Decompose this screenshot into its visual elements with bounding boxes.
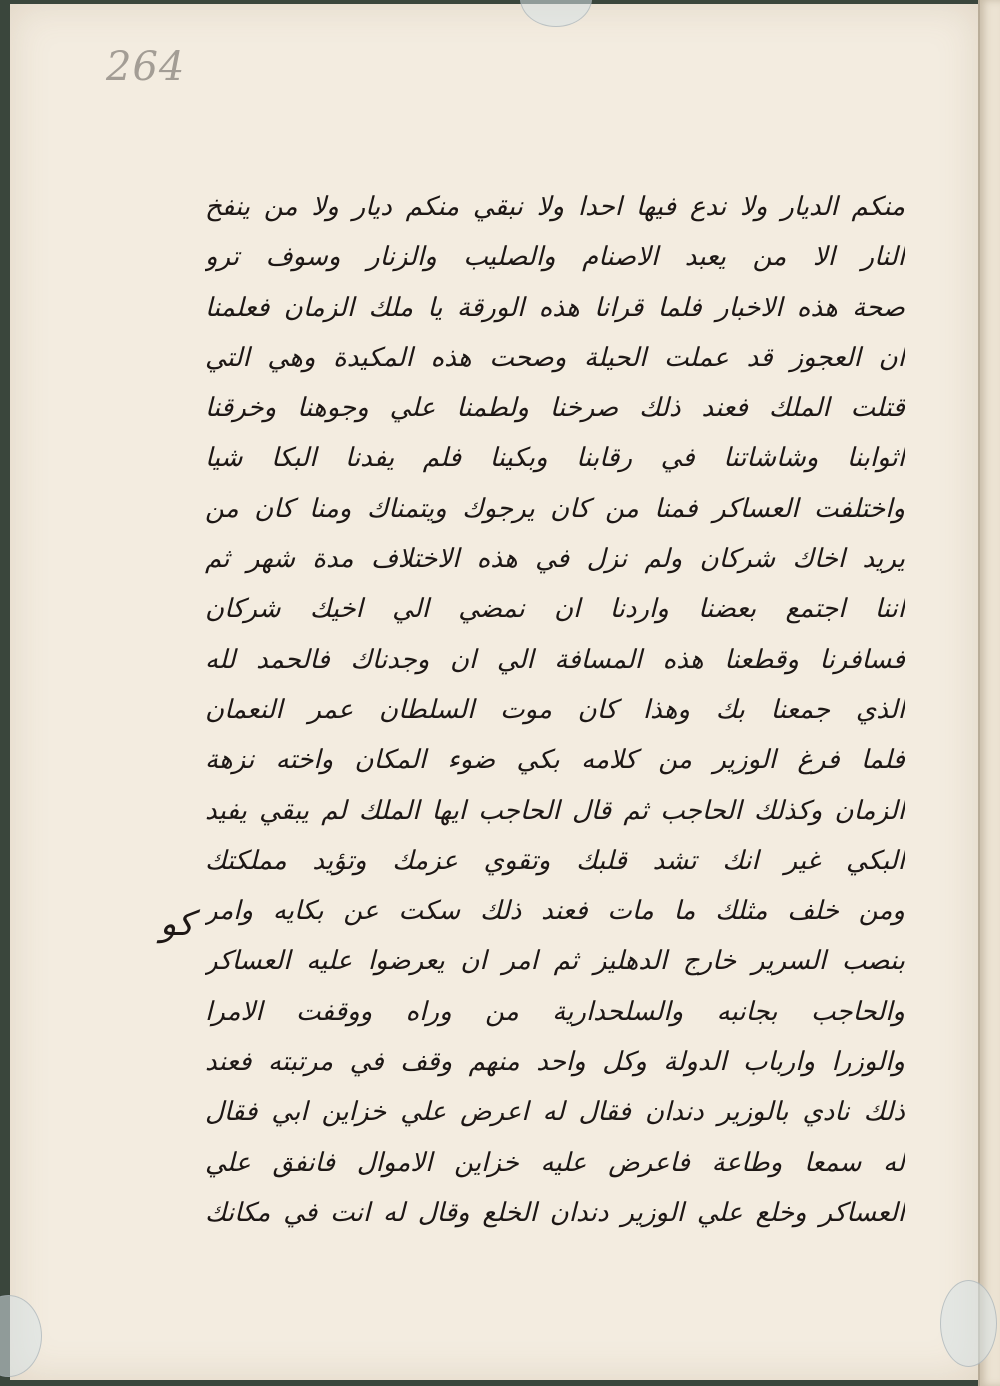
text-line: ومن خلف مثلك ما مات فعند ذلك سكت عن بكايه وامر bbox=[205, 896, 905, 927]
text-line: والوزرا وارباب الدولة وكل واحد منهم وقف في مرتبته فعند bbox=[205, 1047, 905, 1078]
manuscript-page bbox=[10, 4, 978, 1380]
text-line: النار الا من يعبد الاصنام والصليب والزنار وسوف ترو bbox=[205, 242, 905, 273]
text-line: صحة هذه الاخبار فلما قرانا هذه الورقة يا ملك الزمان فعلمنا bbox=[205, 292, 905, 323]
text-line: الذي جمعنا بك وهذا كان موت السلطان عمر النعمان bbox=[205, 694, 905, 725]
text-line: العساكر وخلع علي الوزير دندان الخلع وقال له انت في مكانك bbox=[205, 1197, 905, 1228]
text-line: منكم الديار ولا ندع فيها احدا ولا نبقي منكم ديار ولا من ينفخ bbox=[205, 192, 905, 222]
text-line: اثوابنا وشاشاتنا في رقابنا وبكينا فلم يفدنا البكا شيا bbox=[205, 443, 905, 474]
text-line: فلما فرغ الوزير من كلامه بكي ضوء المكان واخته نزهة bbox=[205, 745, 905, 776]
text-block bbox=[205, 182, 905, 1238]
text-line: واختلفت العساكر فمنا من كان يرجوك ويتمناك ومنا كان من bbox=[205, 493, 905, 524]
marginal-note: كو bbox=[160, 904, 194, 944]
text-line: قتلت الملك فعند ذلك صرخنا ولطمنا علي وجوهنا وخرقنا bbox=[205, 393, 905, 424]
text-line: الزمان وكذلك الحاجب ثم قال الحاجب ايها الملك لم يبقي يفيد bbox=[205, 795, 905, 826]
text-line: اننا اجتمع بعضنا واردنا ان نمضي الي اخيك شركان bbox=[205, 594, 905, 625]
page-clip-bottom-right bbox=[940, 1280, 997, 1367]
facing-page-edge bbox=[978, 0, 1000, 1386]
text-line: ان العجوز قد عملت الحيلة وصحت هذه المكيدة وهي التي bbox=[205, 342, 905, 373]
text-line: البكي غير انك تشد قلبك وتقوي عزمك وتؤيد مملكتك bbox=[205, 845, 905, 876]
text-line: والحاجب بجانبه والسلحدارية من وراه ووقفت الامرا bbox=[205, 996, 905, 1027]
text-line: فسافرنا وقطعنا هذه المسافة الي ان وجدناك فالحمد لله bbox=[205, 644, 905, 675]
text-line: له سمعا وطاعة فاعرض عليه خزاين الاموال فانفق علي bbox=[205, 1147, 905, 1178]
text-line: ذلك نادي بالوزير دندان فقال له اعرض علي خزاين ابي فقال bbox=[205, 1097, 905, 1128]
text-line: يريد اخاك شركان ولم نزل في هذه الاختلاف مدة شهر ثم bbox=[205, 544, 905, 575]
text-line: بنصب السرير خارج الدهليز ثم امر ان يعرضوا عليه العساكر bbox=[205, 946, 905, 977]
folio-number: 264 bbox=[106, 44, 186, 90]
